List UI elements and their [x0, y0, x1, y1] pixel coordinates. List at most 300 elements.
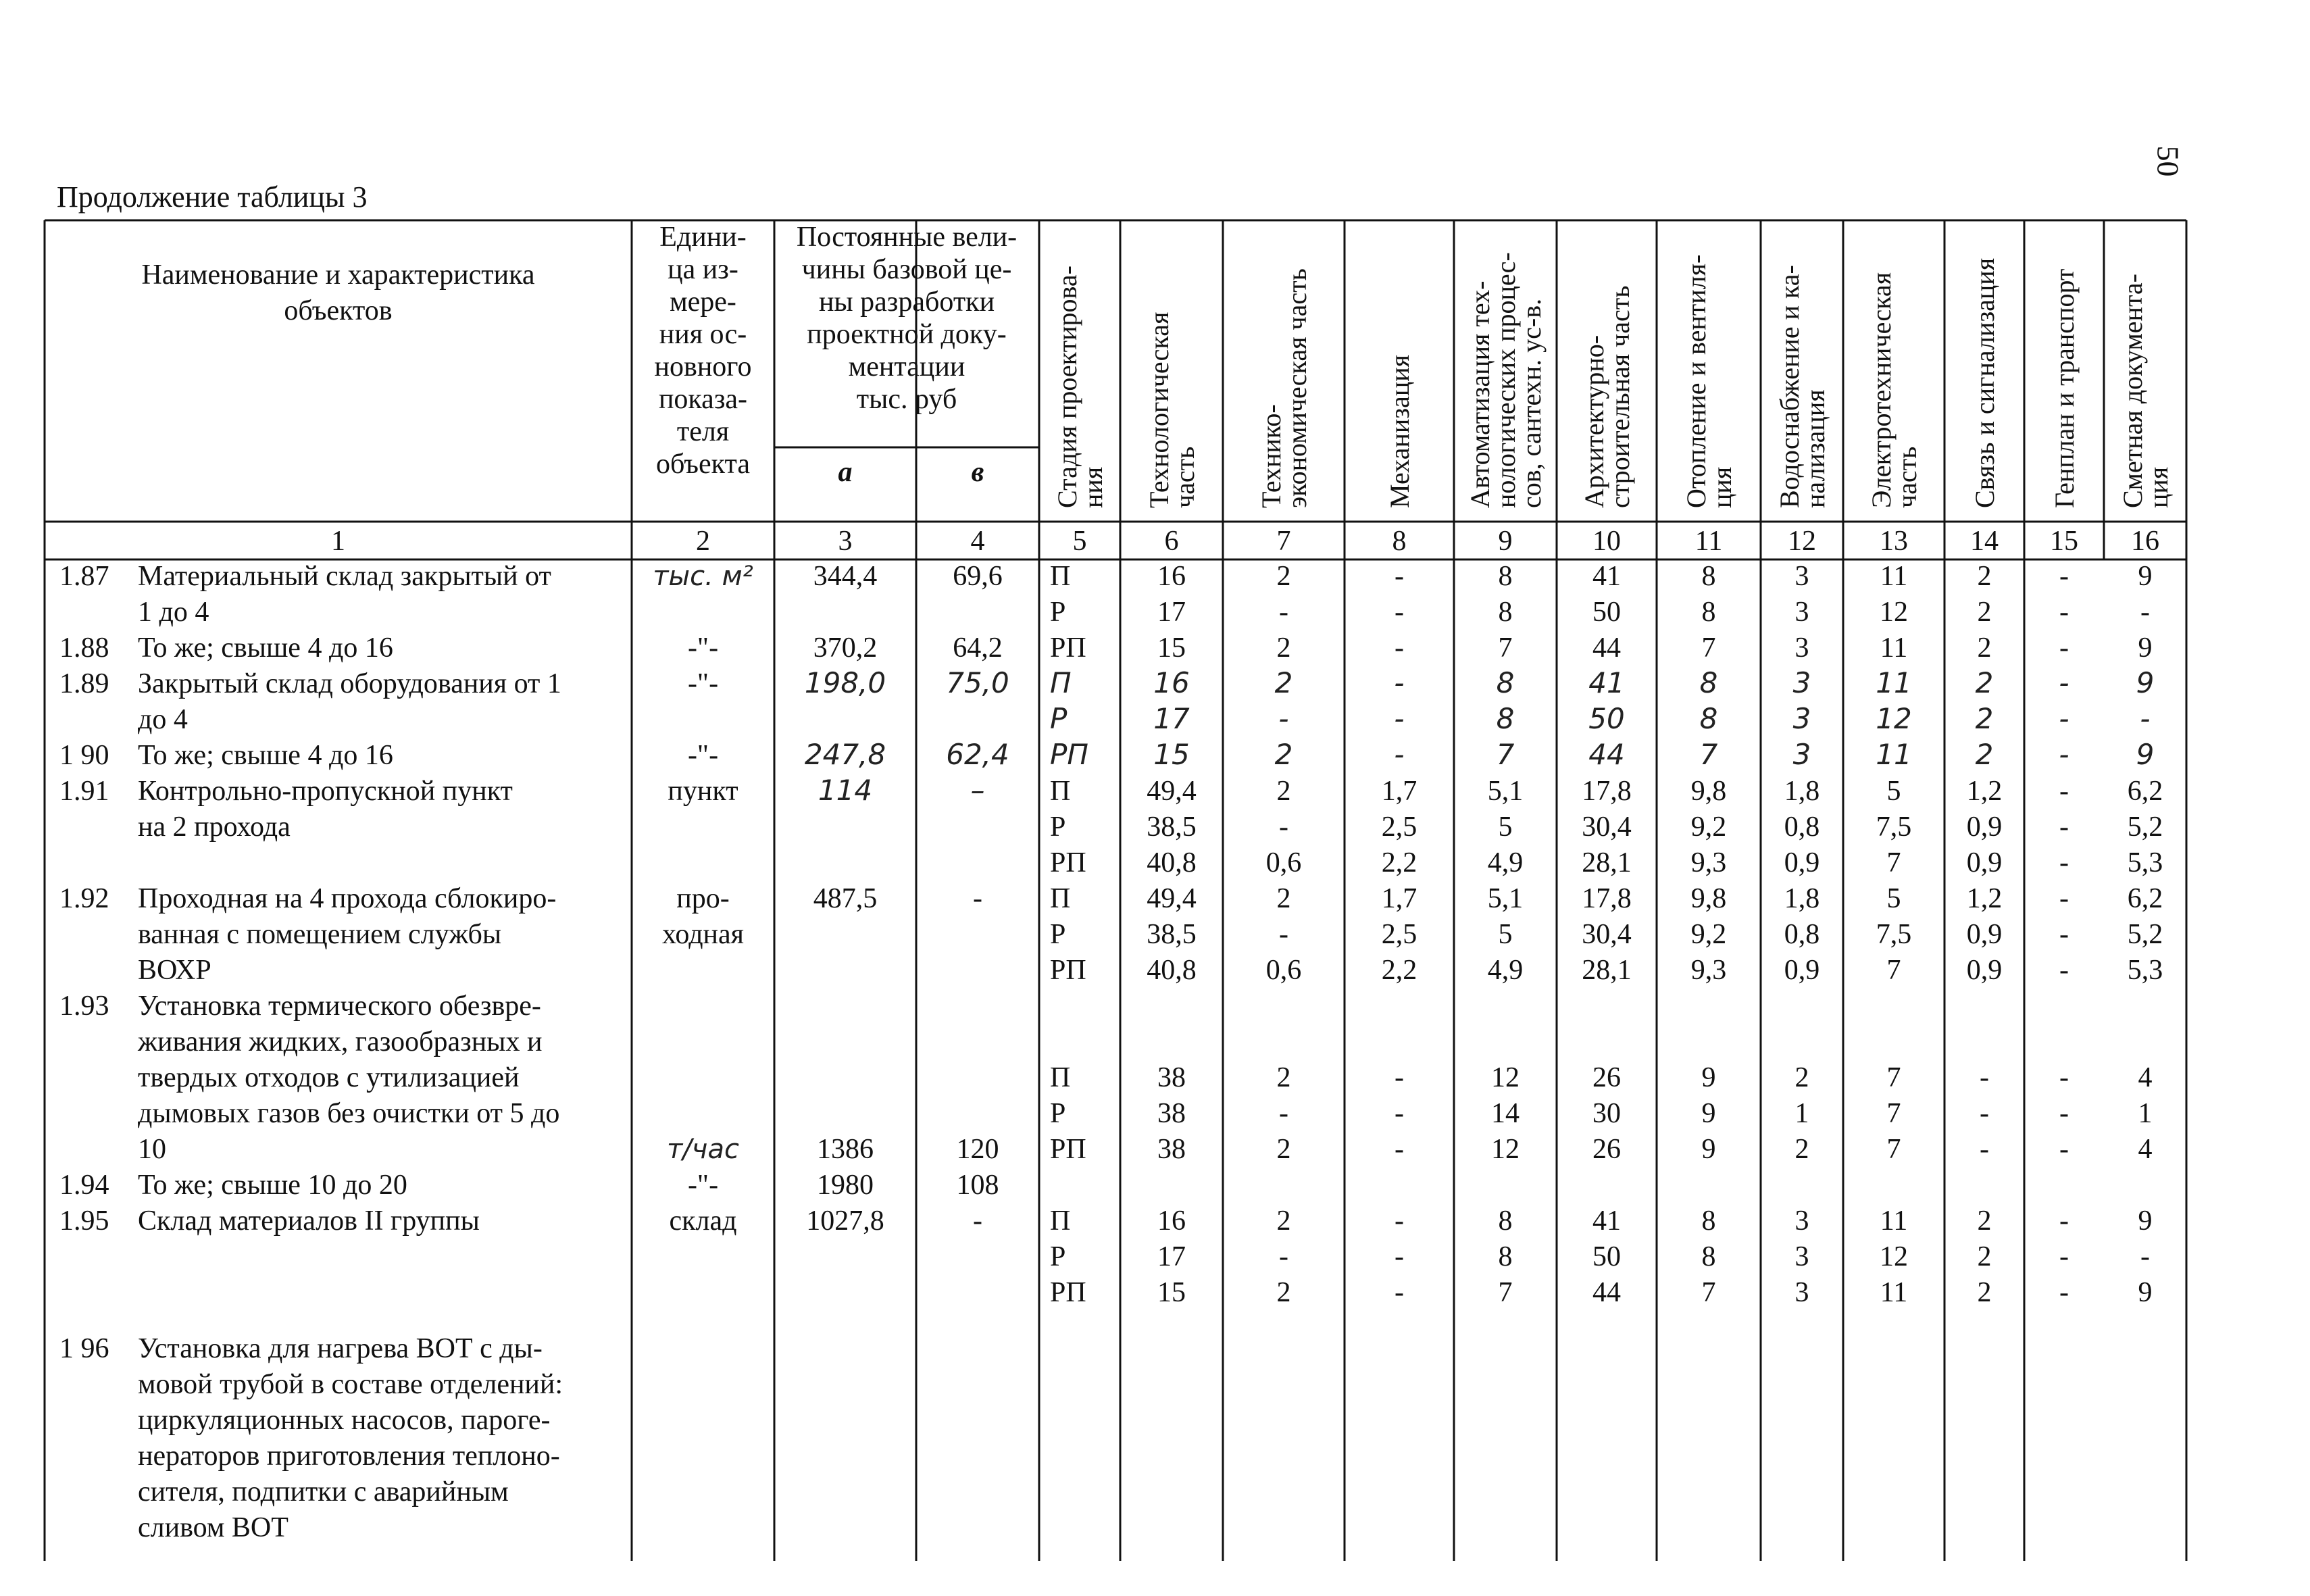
- stage-value: 17: [1157, 1241, 1186, 1272]
- stage-value: 9,3: [1690, 955, 1727, 986]
- stage-value: 7: [1886, 1134, 1901, 1165]
- stage-value: 12: [1491, 1134, 1520, 1165]
- stage-value: 5,3: [2127, 955, 2163, 986]
- stage-value: 1,7: [1381, 883, 1417, 914]
- stage-value: 7: [1498, 632, 1513, 664]
- stage-value: -: [1395, 1062, 1404, 1093]
- stage-value: -: [1279, 1241, 1288, 1272]
- row-name: То же; свыше 4 до 16: [138, 632, 393, 664]
- header-vertical-text: часть: [1170, 446, 1200, 508]
- stage-value: 8: [1701, 597, 1716, 628]
- stage-value: 7: [1886, 1062, 1901, 1093]
- stage-value: 1,2: [1966, 883, 2003, 914]
- stage-value: 4: [2138, 1134, 2153, 1165]
- header-vertical-text: Технологическая: [1144, 311, 1174, 508]
- row-unit: склад: [669, 1205, 737, 1237]
- row-number: 1.93: [59, 991, 109, 1022]
- header-name-text: Наименование и характеристика: [141, 259, 535, 291]
- stage-label: Р: [1050, 702, 1068, 735]
- stage-value: 7: [1699, 738, 1718, 771]
- row-name: сителя, подпитки с аварийным: [138, 1476, 509, 1507]
- stage-value: 11: [1880, 1205, 1908, 1237]
- row-name: до 4: [138, 704, 188, 735]
- stage-label: РП: [1050, 1134, 1086, 1165]
- stage-value: -: [1395, 1241, 1404, 1272]
- row-value-b: –: [970, 774, 985, 807]
- row-name: Закрытый склад оборудования от 1: [138, 668, 561, 699]
- stage-value: 1,7: [1381, 776, 1417, 807]
- stage-value: 2,2: [1381, 955, 1417, 986]
- header-constants-text: чины базовой це-: [801, 254, 1012, 285]
- stage-value: 9,2: [1690, 919, 1727, 950]
- stage-value: -: [2059, 1205, 2069, 1237]
- stage-value: 2,5: [1381, 919, 1417, 950]
- column-number: 4: [970, 526, 985, 557]
- stage-value: 2: [1276, 561, 1291, 592]
- row-value-b: -: [973, 1205, 982, 1237]
- stage-value: 50: [1592, 597, 1621, 628]
- header-vertical-text: Механизация: [1384, 354, 1415, 508]
- row-name: 1 до 4: [138, 597, 209, 628]
- header-vertical-text: Автоматизация тех-: [1465, 280, 1495, 508]
- stage-value: 26: [1592, 1062, 1621, 1093]
- stage-value: -: [1394, 738, 1405, 771]
- stage-value: 5: [1498, 919, 1513, 950]
- stage-value: 8: [1699, 666, 1718, 699]
- header-vertical-text: экономическая часть: [1282, 268, 1312, 508]
- column-number: 6: [1164, 526, 1179, 557]
- row-value-b: 69,6: [953, 561, 1003, 592]
- stage-value: 17: [1153, 702, 1190, 735]
- header-sub-b: в: [971, 457, 984, 488]
- stage-value: -: [1279, 919, 1288, 950]
- row-value-b: 64,2: [953, 632, 1003, 664]
- stage-value: 7: [1701, 1277, 1716, 1308]
- stage-value: 9: [1701, 1062, 1716, 1093]
- stage-value: 9,8: [1690, 776, 1727, 807]
- column-number: 16: [2131, 526, 2159, 557]
- stage-value: 2: [1975, 702, 1994, 735]
- stage-value: -: [2059, 666, 2069, 699]
- stage-value: -: [2059, 1062, 2069, 1093]
- stage-value: 0,9: [1966, 919, 2003, 950]
- header-vertical-text: Связь и сигнализация: [1969, 257, 2000, 508]
- stage-value: 0,9: [1784, 847, 1820, 878]
- row-value-b: 120: [956, 1134, 999, 1165]
- stage-value: 2: [1276, 1205, 1291, 1237]
- stage-value: 1: [2138, 1098, 2153, 1129]
- stage-value: 9,8: [1690, 883, 1727, 914]
- row-value-a: 114: [818, 774, 873, 807]
- stage-value: 2,5: [1381, 812, 1417, 843]
- stage-value: 8: [1498, 1205, 1513, 1237]
- stage-value: 5,1: [1487, 883, 1524, 914]
- stage-value: 9: [1701, 1098, 1716, 1129]
- header-vertical-text: Сметная документа-: [2117, 274, 2148, 508]
- stage-value: 9: [2138, 1205, 2153, 1237]
- header-vertical-text: строительная часть: [1605, 285, 1635, 508]
- stage-value: -: [2059, 597, 2069, 628]
- stage-value: 15: [1157, 632, 1186, 664]
- column-number: 10: [1592, 526, 1621, 557]
- stage-value: -: [2059, 561, 2069, 592]
- row-name: циркуляционных насосов, пароге-: [138, 1405, 551, 1436]
- stage-value: 40,8: [1147, 847, 1197, 878]
- stage-value: 0,9: [1966, 955, 2003, 986]
- stage-value: 5: [1498, 812, 1513, 843]
- header-vertical-text: часть: [1892, 446, 1922, 508]
- stage-value: -: [1394, 666, 1405, 699]
- stage-value: -: [2059, 776, 2069, 807]
- header-vertical-text: Стадия проектирова-: [1052, 266, 1082, 508]
- stage-value: 15: [1153, 738, 1190, 771]
- header-vertical-text: Технико-: [1256, 404, 1286, 508]
- stage-value: 8: [1498, 561, 1513, 592]
- stage-value: 5,2: [2127, 812, 2163, 843]
- row-value-a: 344,4: [813, 561, 878, 592]
- stage-value: 44: [1592, 1277, 1621, 1308]
- stage-value: 38: [1157, 1134, 1186, 1165]
- stage-value: 9: [2138, 561, 2153, 592]
- header-unit-text: новного: [654, 351, 752, 382]
- header-constants-text: ны разработки: [818, 286, 995, 318]
- stage-value: 9,2: [1690, 812, 1727, 843]
- stage-value: 1,8: [1784, 776, 1820, 807]
- column-number: 1: [331, 526, 345, 557]
- row-name: нераторов приготовления теплоно-: [138, 1441, 560, 1472]
- header-constants-text: Постоянные вели-: [796, 222, 1018, 253]
- stage-value: 3: [1794, 561, 1809, 592]
- stage-value: 38,5: [1147, 919, 1197, 950]
- row-name: Установка термического обезвре-: [138, 991, 541, 1022]
- row-number: 1.88: [59, 632, 109, 664]
- stage-value: 3: [1792, 702, 1811, 735]
- stage-value: 49,4: [1147, 776, 1197, 807]
- stage-value: 12: [1876, 702, 1912, 735]
- stage-value: 2,2: [1381, 847, 1417, 878]
- stage-value: 15: [1157, 1277, 1186, 1308]
- stage-value: -: [1395, 1134, 1404, 1165]
- stage-value: 7: [1886, 847, 1901, 878]
- row-name: Склад материалов II группы: [138, 1205, 480, 1237]
- stage-value: 11: [1876, 666, 1912, 699]
- stage-value: -: [2059, 1241, 2069, 1272]
- column-number: 2: [696, 526, 710, 557]
- stage-value: 7,5: [1876, 812, 1912, 843]
- stage-value: 5,1: [1487, 776, 1524, 807]
- stage-value: -: [1395, 561, 1404, 592]
- stage-value: 44: [1592, 632, 1621, 664]
- header-sub-a: а: [838, 457, 853, 488]
- stage-value: 7,5: [1876, 919, 1912, 950]
- stage-value: -: [1395, 597, 1404, 628]
- stage-value: 38,5: [1147, 812, 1197, 843]
- stage-label: П: [1050, 561, 1071, 592]
- stage-value: -: [2059, 919, 2069, 950]
- row-name: Материальный склад закрытый от: [138, 561, 551, 592]
- stage-value: 2: [1977, 632, 1992, 664]
- row-name: ВОХР: [138, 955, 211, 986]
- stage-value: -: [1395, 1277, 1404, 1308]
- stage-value: 2: [1274, 738, 1293, 771]
- column-number: 7: [1276, 526, 1291, 557]
- row-value-b: 108: [956, 1170, 999, 1201]
- stage-value: 0,8: [1784, 812, 1820, 843]
- stage-value: 16: [1157, 561, 1186, 592]
- stage-value: 11: [1876, 738, 1912, 771]
- stage-value: 50: [1588, 702, 1625, 735]
- stage-label: П: [1050, 1062, 1071, 1093]
- stage-value: 1: [1794, 1098, 1809, 1129]
- stage-value: 41: [1588, 666, 1625, 699]
- header-vertical-text: ция: [2143, 466, 2174, 508]
- stage-value: 5: [1886, 883, 1901, 914]
- stage-value: 11: [1880, 1277, 1908, 1308]
- stage-value: 26: [1592, 1134, 1621, 1165]
- stage-value: 2: [1276, 776, 1291, 807]
- row-name: Проходная на 4 прохода сблокиро-: [138, 883, 557, 914]
- stage-value: 12: [1880, 1241, 1908, 1272]
- row-unit: т/час: [667, 1134, 739, 1165]
- stage-value: 1,8: [1784, 883, 1820, 914]
- row-name: То же; свыше 10 до 20: [138, 1170, 407, 1201]
- header-unit-text: теля: [676, 416, 730, 447]
- column-number: 13: [1880, 526, 1908, 557]
- row-value-a: 1980: [817, 1170, 874, 1201]
- stage-value: 2: [1977, 1205, 1992, 1237]
- stage-value: 2: [1794, 1134, 1809, 1165]
- row-name: ванная с помещением службы: [138, 919, 502, 950]
- stage-value: -: [1980, 1098, 1989, 1129]
- column-number: 12: [1788, 526, 1816, 557]
- stage-value: 9: [1701, 1134, 1716, 1165]
- stage-value: 2: [1977, 1241, 1992, 1272]
- stage-value: 41: [1592, 1205, 1621, 1237]
- stage-value: 38: [1157, 1062, 1186, 1093]
- header-name-text: объектов: [284, 295, 393, 326]
- stage-value: 2: [1977, 597, 1992, 628]
- stage-value: 12: [1880, 597, 1908, 628]
- stage-label: РП: [1050, 738, 1088, 771]
- stage-value: 0,9: [1784, 955, 1820, 986]
- header-unit-text: ния ос-: [659, 319, 747, 350]
- row-value-b: 75,0: [946, 666, 1009, 699]
- stage-value: 38: [1157, 1098, 1186, 1129]
- stage-value: 2: [1977, 561, 1992, 592]
- row-value-a: 247,8: [804, 738, 886, 771]
- stage-value: -: [1394, 702, 1405, 735]
- stage-value: 12: [1491, 1062, 1520, 1093]
- header-constants-text: проектной доку-: [807, 319, 1007, 350]
- row-value-a: 1386: [817, 1134, 874, 1165]
- stage-value: -: [2059, 812, 2069, 843]
- table-caption: Продолжение таблицы 3: [57, 180, 368, 214]
- header-vertical-text: нологических процес-: [1490, 252, 1521, 508]
- stage-value: -: [2140, 1241, 2150, 1272]
- row-name: Контрольно-пропускной пункт: [138, 776, 513, 807]
- stage-value: 7: [1886, 955, 1901, 986]
- stage-value: 0,9: [1966, 812, 2003, 843]
- row-number: 1.92: [59, 883, 109, 914]
- row-value-a: 198,0: [804, 666, 886, 699]
- header-constants-text: ментации: [848, 351, 965, 382]
- stage-value: -: [1395, 1205, 1404, 1237]
- stage-value: -: [2059, 702, 2069, 735]
- header-constants-text: тыс. руб: [856, 384, 957, 415]
- row-name: живания жидких, газообразных и: [138, 1026, 543, 1057]
- stage-value: -: [1980, 1134, 1989, 1165]
- header-vertical-text: Генплан и транспорт: [2049, 268, 2080, 508]
- stage-value: 8: [1498, 597, 1513, 628]
- row-name: 10: [138, 1134, 166, 1165]
- stage-value: -: [1279, 812, 1288, 843]
- stage-value: -: [2059, 632, 2069, 664]
- header-vertical-text: Водоснабжение и ка-: [1774, 265, 1805, 508]
- column-number: 14: [1970, 526, 1999, 557]
- row-number: 1.95: [59, 1205, 109, 1237]
- stage-value: 0,6: [1265, 955, 1302, 986]
- stage-value: 8: [1496, 666, 1515, 699]
- stage-value: 9: [2138, 1277, 2153, 1308]
- stage-value: 28,1: [1582, 955, 1632, 986]
- row-value-b: -: [973, 883, 982, 914]
- stage-value: 8: [1701, 1205, 1716, 1237]
- row-number: 1 96: [59, 1333, 109, 1364]
- stage-value: 14: [1491, 1098, 1520, 1129]
- row-value-a: 487,5: [813, 883, 878, 914]
- stage-label: П: [1050, 1205, 1071, 1237]
- row-number: 1.89: [59, 668, 109, 699]
- stage-label: П: [1050, 666, 1072, 699]
- stage-value: 6,2: [2127, 883, 2163, 914]
- stage-value: -: [2059, 1134, 2069, 1165]
- stage-value: 2: [1274, 666, 1293, 699]
- header-vertical-text: ния: [1078, 466, 1108, 508]
- stage-value: 3: [1794, 1205, 1809, 1237]
- row-number: 1 90: [59, 740, 109, 771]
- stage-value: 5,3: [2127, 847, 2163, 878]
- row-unit: пункт: [668, 776, 738, 807]
- row-name: твердых отходов с утилизацией: [138, 1062, 520, 1093]
- stage-value: 44: [1588, 738, 1625, 771]
- stage-value: -: [2059, 1098, 2069, 1129]
- stage-value: 2: [1276, 1134, 1291, 1165]
- row-value-b: 62,4: [946, 738, 1009, 771]
- stage-value: 5: [1886, 776, 1901, 807]
- stage-value: 17,8: [1582, 776, 1632, 807]
- stage-value: 49,4: [1147, 883, 1197, 914]
- row-unit: про-: [676, 883, 730, 914]
- stage-label: П: [1050, 883, 1071, 914]
- column-number: 8: [1392, 526, 1407, 557]
- stage-value: 2: [1276, 883, 1291, 914]
- stage-label: Р: [1050, 597, 1066, 628]
- stage-value: -: [2059, 847, 2069, 878]
- row-unit: -"-: [687, 740, 719, 771]
- stage-value: -: [2059, 1277, 2069, 1308]
- header-vertical-text: нализация: [1800, 389, 1830, 508]
- row-number: 1.91: [59, 776, 109, 807]
- row-name: сливом ВОТ: [138, 1512, 288, 1543]
- stage-value: -: [1980, 1062, 1989, 1093]
- header-vertical-text: Архитектурно-: [1579, 334, 1609, 508]
- row-unit: -"-: [687, 668, 719, 699]
- column-number: 9: [1498, 526, 1513, 557]
- stage-label: РП: [1050, 847, 1086, 878]
- stage-value: 7: [1498, 1277, 1513, 1308]
- row-number: 1.94: [59, 1170, 109, 1201]
- stage-label: Р: [1050, 919, 1066, 950]
- row-unit: -"-: [687, 1170, 719, 1201]
- header-unit-text: Едини-: [659, 222, 747, 253]
- header-vertical-text: сов, сантехн. ус-в.: [1516, 298, 1547, 508]
- row-name: дымовых газов без очистки от 5 до: [138, 1098, 560, 1129]
- stage-value: 50: [1592, 1241, 1621, 1272]
- stage-value: 2: [1276, 1062, 1291, 1093]
- stage-value: 30,4: [1582, 919, 1632, 950]
- column-number: 11: [1694, 526, 1723, 557]
- stage-value: -: [2059, 955, 2069, 986]
- page-number: 50: [2151, 145, 2186, 177]
- stage-value: 7: [1886, 1098, 1901, 1129]
- stage-value: 8: [1699, 702, 1718, 735]
- stage-value: 2: [1975, 738, 1994, 771]
- stage-value: 9,3: [1690, 847, 1727, 878]
- row-value-a: 370,2: [813, 632, 878, 664]
- stage-value: 6,2: [2127, 776, 2163, 807]
- stage-value: -: [1279, 1098, 1288, 1129]
- stage-value: 8: [1498, 1241, 1513, 1272]
- stage-value: 4,9: [1487, 955, 1524, 986]
- header-unit-text: ца из-: [668, 254, 738, 285]
- row-unit: тыс. м²: [653, 561, 753, 592]
- stage-value: 3: [1794, 597, 1809, 628]
- stage-value: 0,8: [1784, 919, 1820, 950]
- stage-value: -: [1278, 702, 1289, 735]
- stage-value: 9: [2136, 666, 2155, 699]
- stage-label: Р: [1050, 1098, 1066, 1129]
- stage-value: 9: [2138, 632, 2153, 664]
- stage-value: 11: [1880, 561, 1908, 592]
- stage-value: 16: [1153, 666, 1190, 699]
- row-name: мовой трубой в составе отделений:: [138, 1369, 563, 1400]
- stage-value: 9: [2136, 738, 2155, 771]
- stage-value: 8: [1701, 1241, 1716, 1272]
- stage-label: П: [1050, 776, 1071, 807]
- row-name: на 2 прохода: [138, 812, 291, 843]
- row-number: 1.87: [59, 561, 109, 592]
- row-value-a: 1027,8: [806, 1205, 884, 1237]
- stage-label: Р: [1050, 1241, 1066, 1272]
- stage-value: 40,8: [1147, 955, 1197, 986]
- header-vertical-text: ция: [1707, 466, 1737, 508]
- stage-value: 5,2: [2127, 919, 2163, 950]
- column-number: 15: [2050, 526, 2078, 557]
- stage-value: 0,6: [1265, 847, 1302, 878]
- row-unit: -"-: [687, 632, 719, 664]
- stage-value: 3: [1792, 738, 1811, 771]
- stage-label: РП: [1050, 632, 1086, 664]
- stage-label: РП: [1050, 955, 1086, 986]
- stage-value: 2: [1794, 1062, 1809, 1093]
- stage-value: 0,9: [1966, 847, 2003, 878]
- stage-value: 2: [1977, 1277, 1992, 1308]
- stage-value: 11: [1880, 632, 1908, 664]
- stage-value: 3: [1794, 632, 1809, 664]
- stage-value: 28,1: [1582, 847, 1632, 878]
- stage-value: -: [2059, 738, 2069, 771]
- stage-value: 3: [1792, 666, 1811, 699]
